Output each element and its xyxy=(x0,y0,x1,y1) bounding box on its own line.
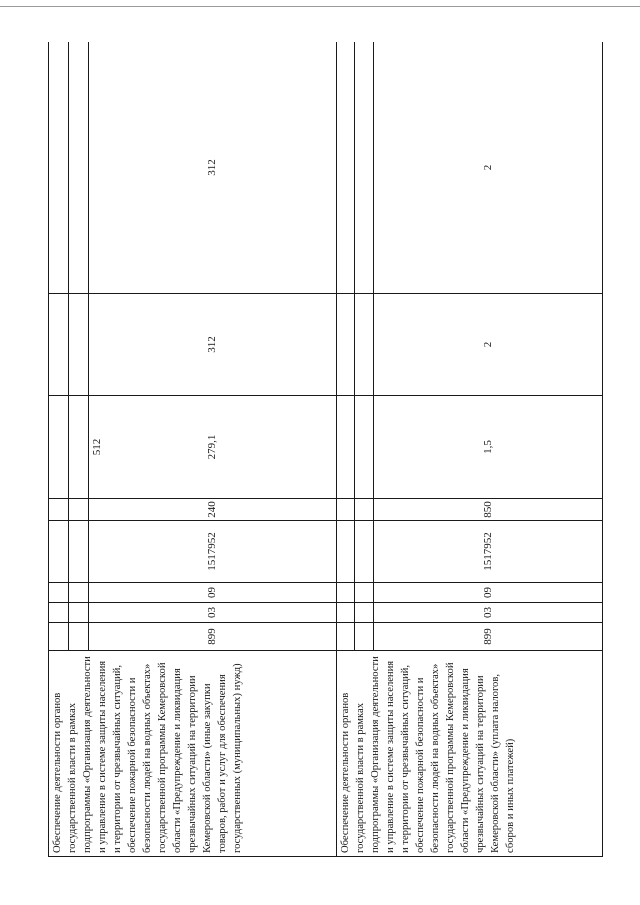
row-2-target-article: 1517952 xyxy=(373,521,602,583)
cell-empty xyxy=(355,521,373,583)
row-2-section: 03 xyxy=(373,603,602,623)
row-1-section: 03 xyxy=(88,603,336,623)
rotated-sheet xyxy=(48,42,603,857)
row-1-amount-3: 312 xyxy=(88,42,336,294)
cell-empty xyxy=(68,623,88,651)
cell-empty xyxy=(336,396,354,499)
cell-empty xyxy=(68,521,88,583)
cell-empty xyxy=(336,294,354,396)
cell-empty xyxy=(336,42,354,294)
row-2-description: Обеспечение деятельности органов государственной власти в рамках подпрограммы «Организация деятельности и управление в системе защиты населения и территории от чрезвычайных ситуаций, обеспечение пожарной безопасности и безопасности людей на водных объектах» государственной программы Кемеровской области «Предупреждение и ликвидация чрезвычайных ситуаций на территории Кемеровской области» (уплата налогов, сборов и иных платежей) xyxy=(336,651,602,857)
table-row-gap xyxy=(49,42,69,857)
cell-empty xyxy=(49,623,69,651)
cell-empty xyxy=(49,521,69,583)
cell-empty xyxy=(68,396,88,499)
row-2-expense-type: 850 xyxy=(373,499,602,521)
cell-empty xyxy=(49,396,69,499)
row-2-amount-1: 1,5 xyxy=(373,396,602,499)
row-1-ministry: 899 xyxy=(88,623,336,651)
cell-empty xyxy=(49,583,69,603)
row-1-amount-1: 279,1 xyxy=(88,396,336,499)
cell-empty xyxy=(336,583,354,603)
cell-empty xyxy=(68,583,88,603)
cell-empty xyxy=(68,603,88,623)
cell-empty xyxy=(49,42,69,294)
cell-empty xyxy=(355,396,373,499)
cell-empty xyxy=(68,294,88,396)
cell-empty xyxy=(68,42,88,294)
row-2-amount-3: 2 xyxy=(373,42,602,294)
cell-empty xyxy=(336,499,354,521)
page-number: 512 xyxy=(91,438,103,456)
cell-empty xyxy=(355,499,373,521)
cell-empty xyxy=(68,499,88,521)
row-2-subsection: 09 xyxy=(373,583,602,603)
row-1-description: Обеспечение деятельности органов государственной власти в рамках подпрограммы «Организация деятельности и управление в системе защиты населения и территории от чрезвычайных ситуаций, обеспечение пожарной безопасности и безопасности людей на водных объектах» государственной программы Кемеровской области «Предупреждение и ликвидация чрезвычайных ситуаций на территории Кемеровской области» (иные закупки товаров, работ и услуг для обеспечения государственных (муниципальных) нужд) xyxy=(49,651,337,857)
row-2-amount-2: 2 xyxy=(373,294,602,396)
cell-empty xyxy=(49,499,69,521)
row-1-subsection: 09 xyxy=(88,583,336,603)
rotated-table-area xyxy=(48,42,603,857)
cell-empty xyxy=(355,583,373,603)
table-row-gap xyxy=(336,42,354,857)
row-1-expense-type: 240 xyxy=(88,499,336,521)
budget-table xyxy=(48,42,603,857)
cell-empty xyxy=(49,603,69,623)
cell-empty xyxy=(49,294,69,396)
cell-empty xyxy=(355,294,373,396)
cell-empty xyxy=(336,521,354,583)
row-2-ministry: 899 xyxy=(373,623,602,651)
row-1-amount-2: 312 xyxy=(88,294,336,396)
cell-empty xyxy=(336,603,354,623)
row-1-target-article: 1517952 xyxy=(88,521,336,583)
cell-empty xyxy=(336,623,354,651)
cell-empty xyxy=(355,623,373,651)
top-rule xyxy=(0,6,640,7)
cell-empty xyxy=(355,603,373,623)
cell-empty xyxy=(355,42,373,294)
